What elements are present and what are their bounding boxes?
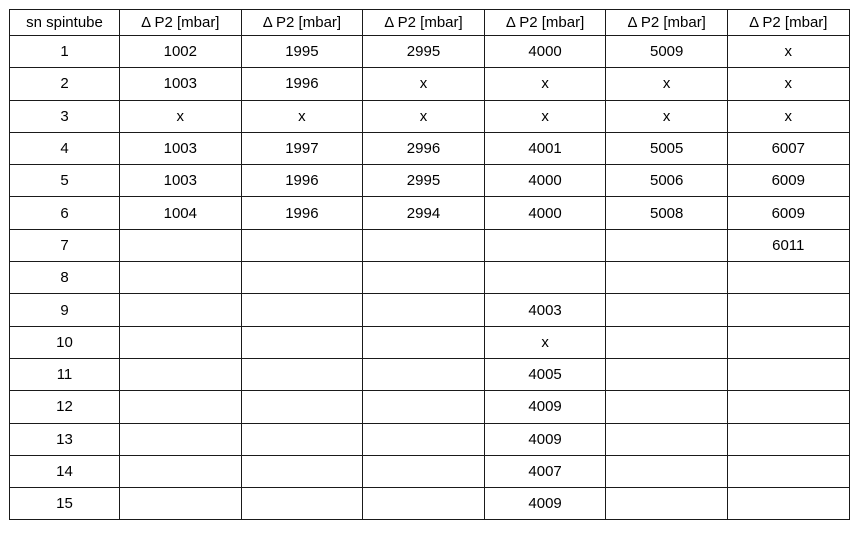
pressure-value-cell: x [727,100,849,132]
pressure-value-cell: x [363,100,485,132]
pressure-value-cell [241,229,363,261]
spintube-number-cell: 8 [10,262,120,294]
pressure-value-cell: 4009 [484,423,606,455]
pressure-value-cell [606,391,728,423]
table-row [10,36,850,68]
pressure-value-cell: x [606,100,728,132]
pressure-value-cell: 4000 [484,165,606,197]
spintube-number-cell: 13 [10,423,120,455]
spintube-number-cell: 14 [10,455,120,487]
pressure-value-cell: 5008 [606,197,728,229]
pressure-value-cell: x [241,100,363,132]
pressure-value-cell: x [120,100,242,132]
column-header-delta-p2: Δ P2 [mbar] [120,10,242,36]
table-row [10,100,850,132]
pressure-value-cell [363,326,485,358]
pressure-value-cell: 5006 [606,165,728,197]
column-header-delta-p2: Δ P2 [mbar] [484,10,606,36]
spintube-number-cell: 9 [10,294,120,326]
pressure-value-cell [606,262,728,294]
table-row [10,294,850,326]
pressure-value-cell: x [484,68,606,100]
pressure-value-cell: 2996 [363,132,485,164]
pressure-value-cell: 1003 [120,165,242,197]
pressure-value-cell [606,326,728,358]
pressure-value-cell: 6009 [727,165,849,197]
table-row [10,68,850,100]
pressure-value-cell [727,423,849,455]
pressure-value-cell [363,229,485,261]
spintube-number-cell: 3 [10,100,120,132]
pressure-value-cell [606,229,728,261]
pressure-value-cell [363,423,485,455]
spintube-number-cell: 4 [10,132,120,164]
pressure-value-cell [120,229,242,261]
pressure-value-cell [120,294,242,326]
spintube-number-cell: 12 [10,391,120,423]
spintube-number-cell: 2 [10,68,120,100]
pressure-value-cell: 6007 [727,132,849,164]
table-header [10,10,850,36]
pressure-value-cell [120,391,242,423]
pressure-value-cell [484,262,606,294]
pressure-value-cell [484,229,606,261]
pressure-value-cell: x [606,68,728,100]
pressure-value-cell [241,423,363,455]
table-row [10,132,850,164]
table-row [10,358,850,390]
pressure-value-cell: 1004 [120,197,242,229]
pressure-value-cell [606,294,728,326]
spintube-number-cell: 10 [10,326,120,358]
pressure-value-cell [363,488,485,520]
spintube-number-cell: 11 [10,358,120,390]
pressure-value-cell [727,262,849,294]
pressure-value-cell [241,358,363,390]
pressure-value-cell [606,423,728,455]
pressure-value-cell: x [484,326,606,358]
pressure-value-cell [606,455,728,487]
pressure-value-cell: 6011 [727,229,849,261]
pressure-value-cell: 1003 [120,132,242,164]
table-row [10,488,850,520]
pressure-value-cell: 4005 [484,358,606,390]
table-body [10,36,850,520]
pressure-value-cell [120,455,242,487]
table-row [10,262,850,294]
pressure-value-cell [727,455,849,487]
pressure-value-cell: 5009 [606,36,728,68]
pressure-value-cell: 4009 [484,488,606,520]
table-row [10,455,850,487]
pressure-value-cell: 1995 [241,36,363,68]
pressure-value-cell: 2994 [363,197,485,229]
pressure-value-cell: 4001 [484,132,606,164]
pressure-value-cell: 1996 [241,165,363,197]
pressure-value-cell [727,326,849,358]
pressure-value-cell: 1996 [241,197,363,229]
pressure-value-cell [363,391,485,423]
pressure-value-cell: x [727,68,849,100]
column-header-sn-spintube: sn spintube [10,10,120,36]
pressure-value-cell: 4003 [484,294,606,326]
pressure-value-cell [363,358,485,390]
pressure-value-cell: 2995 [363,165,485,197]
pressure-value-cell: 4000 [484,36,606,68]
table-row [10,165,850,197]
pressure-value-cell [727,391,849,423]
pressure-value-cell: x [363,68,485,100]
spintube-number-cell: 1 [10,36,120,68]
spintube-number-cell: 6 [10,197,120,229]
spintube-number-cell: 7 [10,229,120,261]
spintube-number-cell: 5 [10,165,120,197]
column-header-delta-p2: Δ P2 [mbar] [241,10,363,36]
pressure-value-cell: x [727,36,849,68]
table-row [10,229,850,261]
pressure-value-cell [363,262,485,294]
pressure-value-cell: 5005 [606,132,728,164]
header-row [10,10,850,36]
table-row [10,326,850,358]
pressure-value-cell: 1002 [120,36,242,68]
pressure-value-cell [120,423,242,455]
pressure-value-cell: 4009 [484,391,606,423]
pressure-value-cell [120,326,242,358]
pressure-value-cell: 6009 [727,197,849,229]
table-row [10,391,850,423]
pressure-table [9,9,850,520]
pressure-value-cell: x [484,100,606,132]
column-header-delta-p2: Δ P2 [mbar] [363,10,485,36]
pressure-value-cell [241,391,363,423]
pressure-value-cell [120,262,242,294]
pressure-value-cell: 1996 [241,68,363,100]
spintube-number-cell: 15 [10,488,120,520]
pressure-value-cell [241,455,363,487]
pressure-value-cell: 2995 [363,36,485,68]
pressure-value-cell [606,488,728,520]
pressure-value-cell: 1997 [241,132,363,164]
table-row [10,423,850,455]
pressure-value-cell: 1003 [120,68,242,100]
pressure-value-cell [363,455,485,487]
table-row [10,197,850,229]
pressure-value-cell [241,262,363,294]
pressure-value-cell [363,294,485,326]
pressure-value-cell [241,294,363,326]
pressure-value-cell: 4007 [484,455,606,487]
pressure-value-cell [727,488,849,520]
pressure-value-cell [120,488,242,520]
pressure-value-cell [241,488,363,520]
pressure-value-cell [606,358,728,390]
pressure-value-cell [727,294,849,326]
pressure-value-cell [241,326,363,358]
pressure-value-cell [120,358,242,390]
pressure-value-cell: 4000 [484,197,606,229]
column-header-delta-p2: Δ P2 [mbar] [727,10,849,36]
pressure-value-cell [727,358,849,390]
column-header-delta-p2: Δ P2 [mbar] [606,10,728,36]
